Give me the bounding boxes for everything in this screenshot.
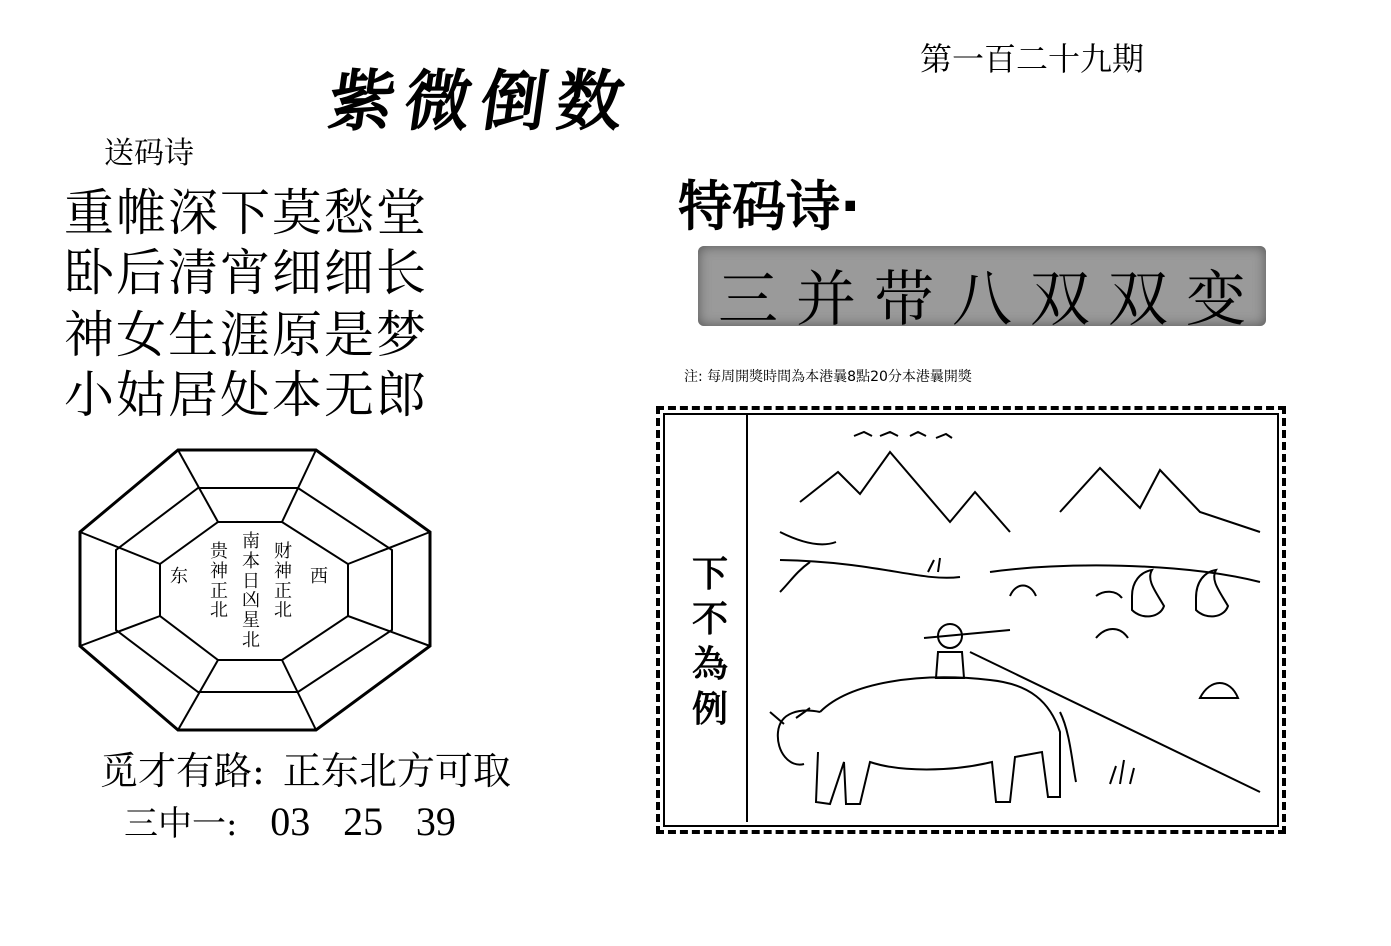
- bagua-west-label: 西: [310, 566, 328, 587]
- wealth-hint-label: 觅才有路:: [100, 749, 265, 793]
- poem-line: 小姑居处本无郎: [64, 366, 428, 424]
- side-caption: 下不為例: [691, 553, 728, 730]
- draw-time-note: 注: 每周開獎時間為本港曩8點20分本港曩開獎: [684, 369, 972, 385]
- special-poem-label: 特码诗·: [678, 175, 861, 238]
- page-title: 紫微倒数: [323, 62, 639, 140]
- three-pick-one-label: 三中一:: [124, 804, 238, 844]
- special-poem-text: 三并带八双双变: [718, 265, 1264, 335]
- three-pick-one: [124, 796, 456, 845]
- poem-line: 重帷深下莫愁堂: [64, 184, 428, 242]
- pick-number: 39: [415, 799, 456, 844]
- poem-line: 卧后清宵细细长: [64, 244, 428, 302]
- bagua-center-mid: 南本日凶星北: [242, 531, 260, 651]
- pick-number: 25: [343, 799, 384, 844]
- bagua-east-label: 东: [170, 566, 188, 587]
- pick-number: 03: [270, 799, 311, 844]
- poem-label: 送码诗: [104, 136, 194, 171]
- bagua-center-left: 贵神正北: [210, 541, 228, 622]
- wealth-hint-text: 正东北方可取: [282, 749, 511, 793]
- issue-number: 第一百二十九期: [920, 40, 1145, 78]
- wealth-hint: [100, 740, 511, 795]
- poem-line: 神女生涯原是梦: [64, 306, 428, 364]
- pastoral-scene-illustration: [760, 412, 1270, 820]
- bagua-center-right: 财神正北: [274, 541, 292, 622]
